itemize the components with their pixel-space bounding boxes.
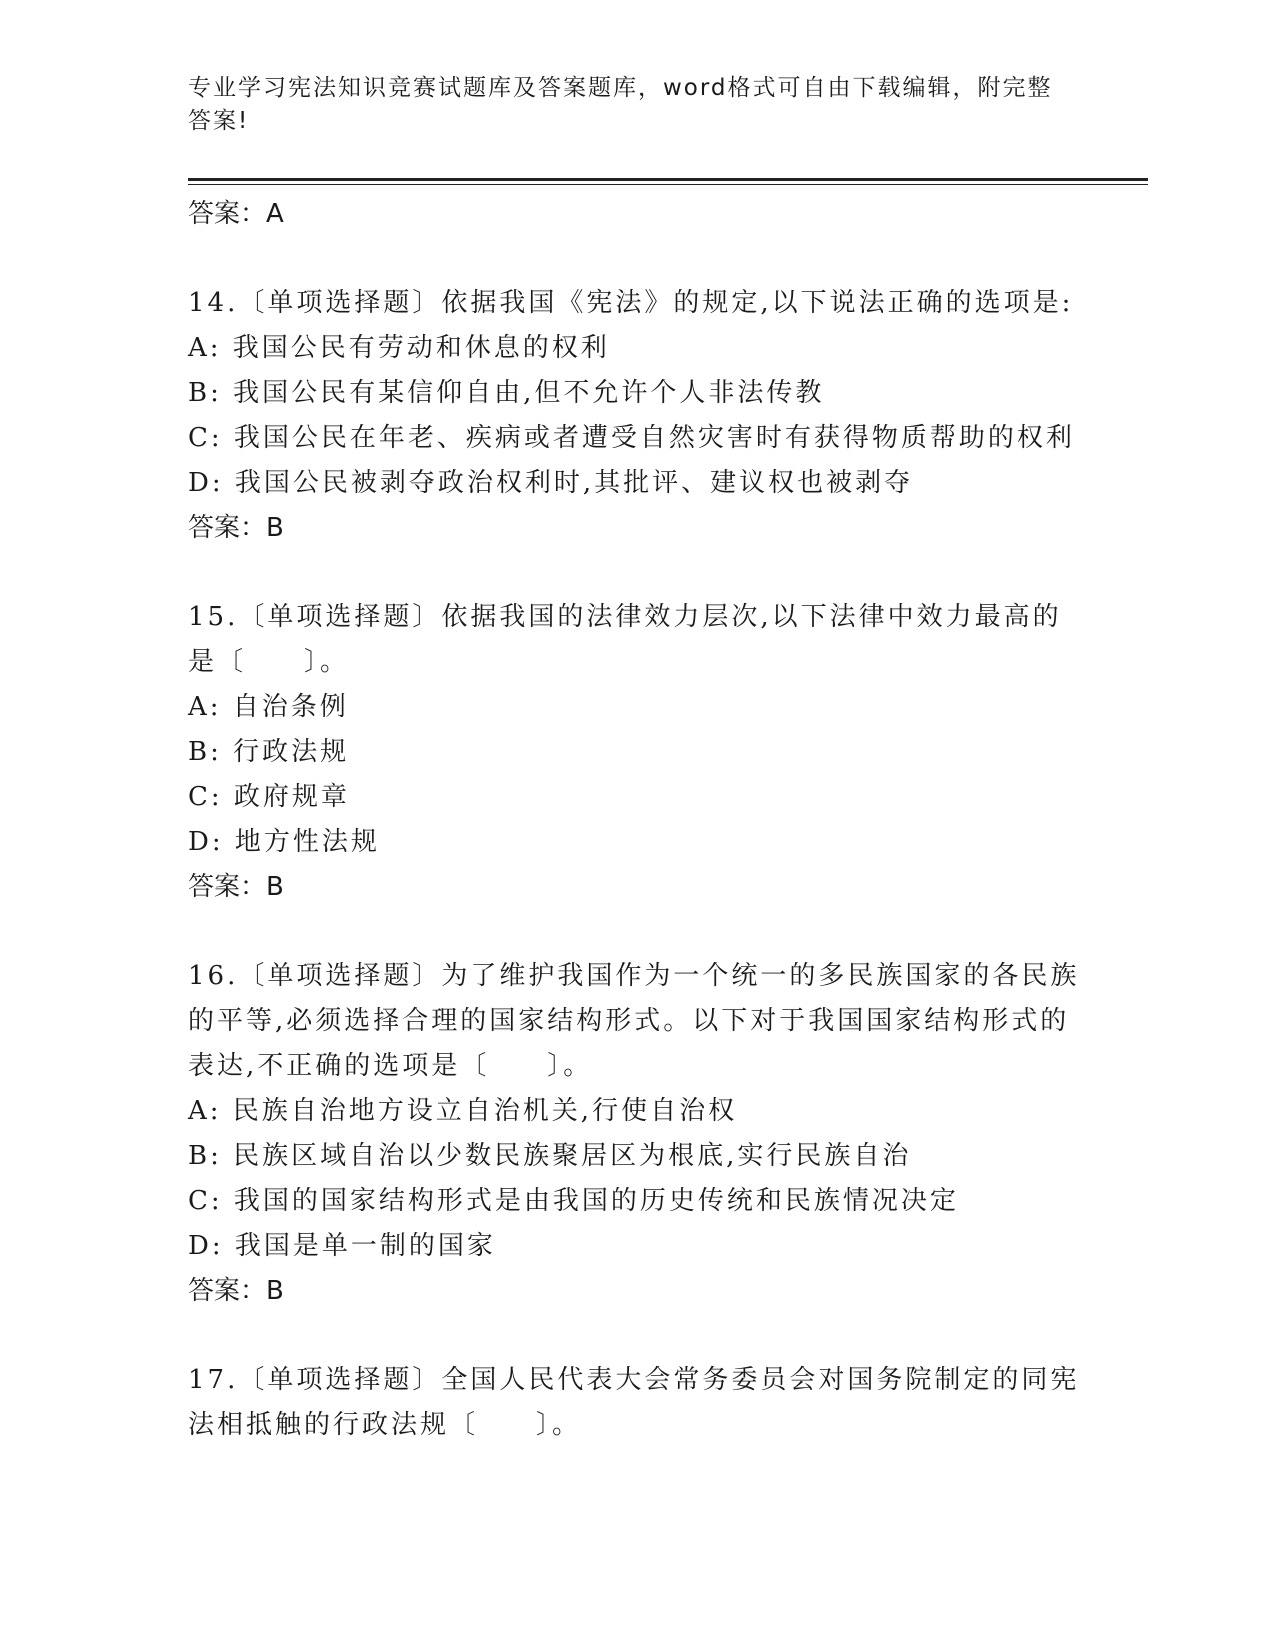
option-d: D: 我国公民被剥夺政治权利时,其批评、建议权也被剥夺	[188, 468, 914, 498]
question-stem: 15.〔单项选择题〕依据我国的法律效力层次,以下法律中效力最高的是〔 〕。	[188, 602, 1062, 677]
content	[188, 190, 1088, 1448]
option-c: C: 我国的国家结构形式是由我国的历史传统和民族情况决定	[188, 1186, 959, 1216]
answer-line: 答案：B	[188, 513, 284, 543]
option-c: C: 我国公民在年老、疾病或者遭受自然灾害时有获得物质帮助的权利	[188, 423, 1075, 453]
question-15	[188, 595, 1088, 910]
options-list	[188, 1089, 1088, 1269]
option-b: B: 民族区域自治以少数民族聚居区为根底,实行民族自治	[188, 1141, 912, 1171]
question-17	[188, 1358, 1088, 1448]
page-header: 专业学习宪法知识竞赛试题库及答案题库，word格式可自由下载编辑，附完整答案!	[188, 75, 1053, 134]
question-16	[188, 954, 1088, 1314]
option-d: D: 我国是单一制的国家	[188, 1231, 496, 1261]
answer-line: 答案：B	[188, 1276, 284, 1306]
answer-line: 答案：A	[188, 199, 284, 229]
question-14	[188, 281, 1088, 551]
question-stem: 17.〔单项选择题〕全国人民代表大会常务委员会对国务院制定的同宪法相抵触的行政法规〔 〕。	[188, 1365, 1080, 1440]
answer-line: 答案：B	[188, 872, 284, 902]
option-a: A: 我国公民有劳动和休息的权利	[188, 333, 610, 363]
options-list	[188, 326, 1088, 506]
option-b: B: 我国公民有某信仰自由,但不允许个人非法传教	[188, 378, 825, 408]
option-a: A: 民族自治地方设立自治机关,行使自治权	[188, 1096, 738, 1126]
options-list	[188, 685, 1088, 865]
option-c: C: 政府规章	[188, 782, 350, 812]
option-d: D: 地方性法规	[188, 827, 380, 857]
question-stem: 16.〔单项选择题〕为了维护我国作为一个统一的多民族国家的各民族的平等,必须选择合理的国家结构形式。以下对于我国国家结构形式的表达,不正确的选项是〔 〕。	[188, 961, 1080, 1081]
option-b: B: 行政法规	[188, 737, 350, 767]
question-stem: 14.〔单项选择题〕依据我国《宪法》的规定,以下说法正确的选项是:	[188, 288, 1074, 318]
option-a: A: 自治条例	[188, 692, 349, 722]
header-rule-thick	[188, 178, 1148, 181]
header-rule-thin	[188, 184, 1148, 185]
